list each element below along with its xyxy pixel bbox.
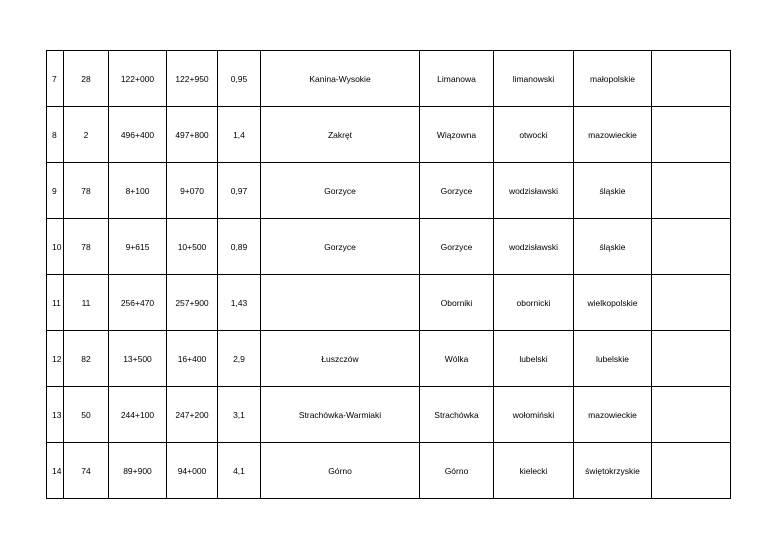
cell-note [652, 331, 731, 387]
table-row [47, 387, 731, 443]
cell-county: wołomiński [494, 387, 574, 443]
cell-lp: 7 [47, 51, 64, 107]
cell-place: Kanina-Wysokie [261, 51, 420, 107]
cell-voivodeship: śląskie [574, 219, 652, 275]
cell-lp: 13 [47, 387, 64, 443]
cell-note [652, 443, 731, 499]
cell-length: 2,9 [218, 331, 261, 387]
cell-km-from: 89+900 [109, 443, 167, 499]
cell-place: Gorzyce [261, 219, 420, 275]
cell-lp: 12 [47, 331, 64, 387]
cell-km-to: 497+800 [167, 107, 218, 163]
table-row [47, 331, 731, 387]
cell-length: 4,1 [218, 443, 261, 499]
cell-lp: 11 [47, 275, 64, 331]
table-row [47, 163, 731, 219]
cell-length: 0,89 [218, 219, 261, 275]
road-sections-table [46, 50, 731, 499]
cell-road-number: 78 [64, 163, 109, 219]
cell-commune: Oborniki [420, 275, 494, 331]
cell-county: lubelski [494, 331, 574, 387]
cell-km-from: 244+100 [109, 387, 167, 443]
cell-length: 1,4 [218, 107, 261, 163]
cell-km-to: 247+200 [167, 387, 218, 443]
cell-county: limanowski [494, 51, 574, 107]
cell-place: Górno [261, 443, 420, 499]
cell-lp: 14 [47, 443, 64, 499]
cell-commune: Wiązowna [420, 107, 494, 163]
cell-note [652, 51, 731, 107]
cell-km-from: 122+000 [109, 51, 167, 107]
cell-voivodeship: małopolskie [574, 51, 652, 107]
cell-note [652, 219, 731, 275]
cell-commune: Gorzyce [420, 219, 494, 275]
cell-commune: Strachówka [420, 387, 494, 443]
cell-place: Gorzyce [261, 163, 420, 219]
cell-commune: Limanowa [420, 51, 494, 107]
cell-voivodeship: mazowieckie [574, 107, 652, 163]
cell-county: obornicki [494, 275, 574, 331]
cell-lp: 9 [47, 163, 64, 219]
table-row [47, 443, 731, 499]
cell-commune: Górno [420, 443, 494, 499]
cell-place: Łuszczów [261, 331, 420, 387]
cell-place: Zakręt [261, 107, 420, 163]
cell-km-from: 13+500 [109, 331, 167, 387]
cell-county: otwocki [494, 107, 574, 163]
cell-km-to: 16+400 [167, 331, 218, 387]
table-row [47, 51, 731, 107]
cell-km-to: 10+500 [167, 219, 218, 275]
cell-road-number: 82 [64, 331, 109, 387]
cell-road-number: 50 [64, 387, 109, 443]
cell-length: 3,1 [218, 387, 261, 443]
cell-km-from: 496+400 [109, 107, 167, 163]
table-row [47, 275, 731, 331]
cell-km-from: 8+100 [109, 163, 167, 219]
cell-lp: 8 [47, 107, 64, 163]
cell-km-to: 122+950 [167, 51, 218, 107]
cell-commune: Wólka [420, 331, 494, 387]
cell-road-number: 74 [64, 443, 109, 499]
cell-place: Strachówka-Warmiaki [261, 387, 420, 443]
cell-road-number: 2 [64, 107, 109, 163]
cell-km-to: 94+000 [167, 443, 218, 499]
cell-km-to: 257+900 [167, 275, 218, 331]
cell-lp: 10 [47, 219, 64, 275]
cell-county: kielecki [494, 443, 574, 499]
cell-length: 0,97 [218, 163, 261, 219]
cell-length: 0,95 [218, 51, 261, 107]
cell-note [652, 275, 731, 331]
cell-county: wodzisławski [494, 163, 574, 219]
table-body [47, 51, 731, 499]
cell-km-from: 256+470 [109, 275, 167, 331]
cell-note [652, 163, 731, 219]
cell-place [261, 275, 420, 331]
cell-road-number: 11 [64, 275, 109, 331]
cell-km-to: 9+070 [167, 163, 218, 219]
cell-road-number: 28 [64, 51, 109, 107]
table-row [47, 219, 731, 275]
table-row [47, 107, 731, 163]
cell-voivodeship: wielkopolskie [574, 275, 652, 331]
cell-voivodeship: mazowieckie [574, 387, 652, 443]
cell-voivodeship: śląskie [574, 163, 652, 219]
cell-note [652, 387, 731, 443]
cell-commune: Gorzyce [420, 163, 494, 219]
cell-road-number: 78 [64, 219, 109, 275]
cell-county: wodzisławski [494, 219, 574, 275]
cell-voivodeship: świętokrzyskie [574, 443, 652, 499]
cell-length: 1,43 [218, 275, 261, 331]
cell-note [652, 107, 731, 163]
cell-km-from: 9+615 [109, 219, 167, 275]
cell-voivodeship: lubelskie [574, 331, 652, 387]
